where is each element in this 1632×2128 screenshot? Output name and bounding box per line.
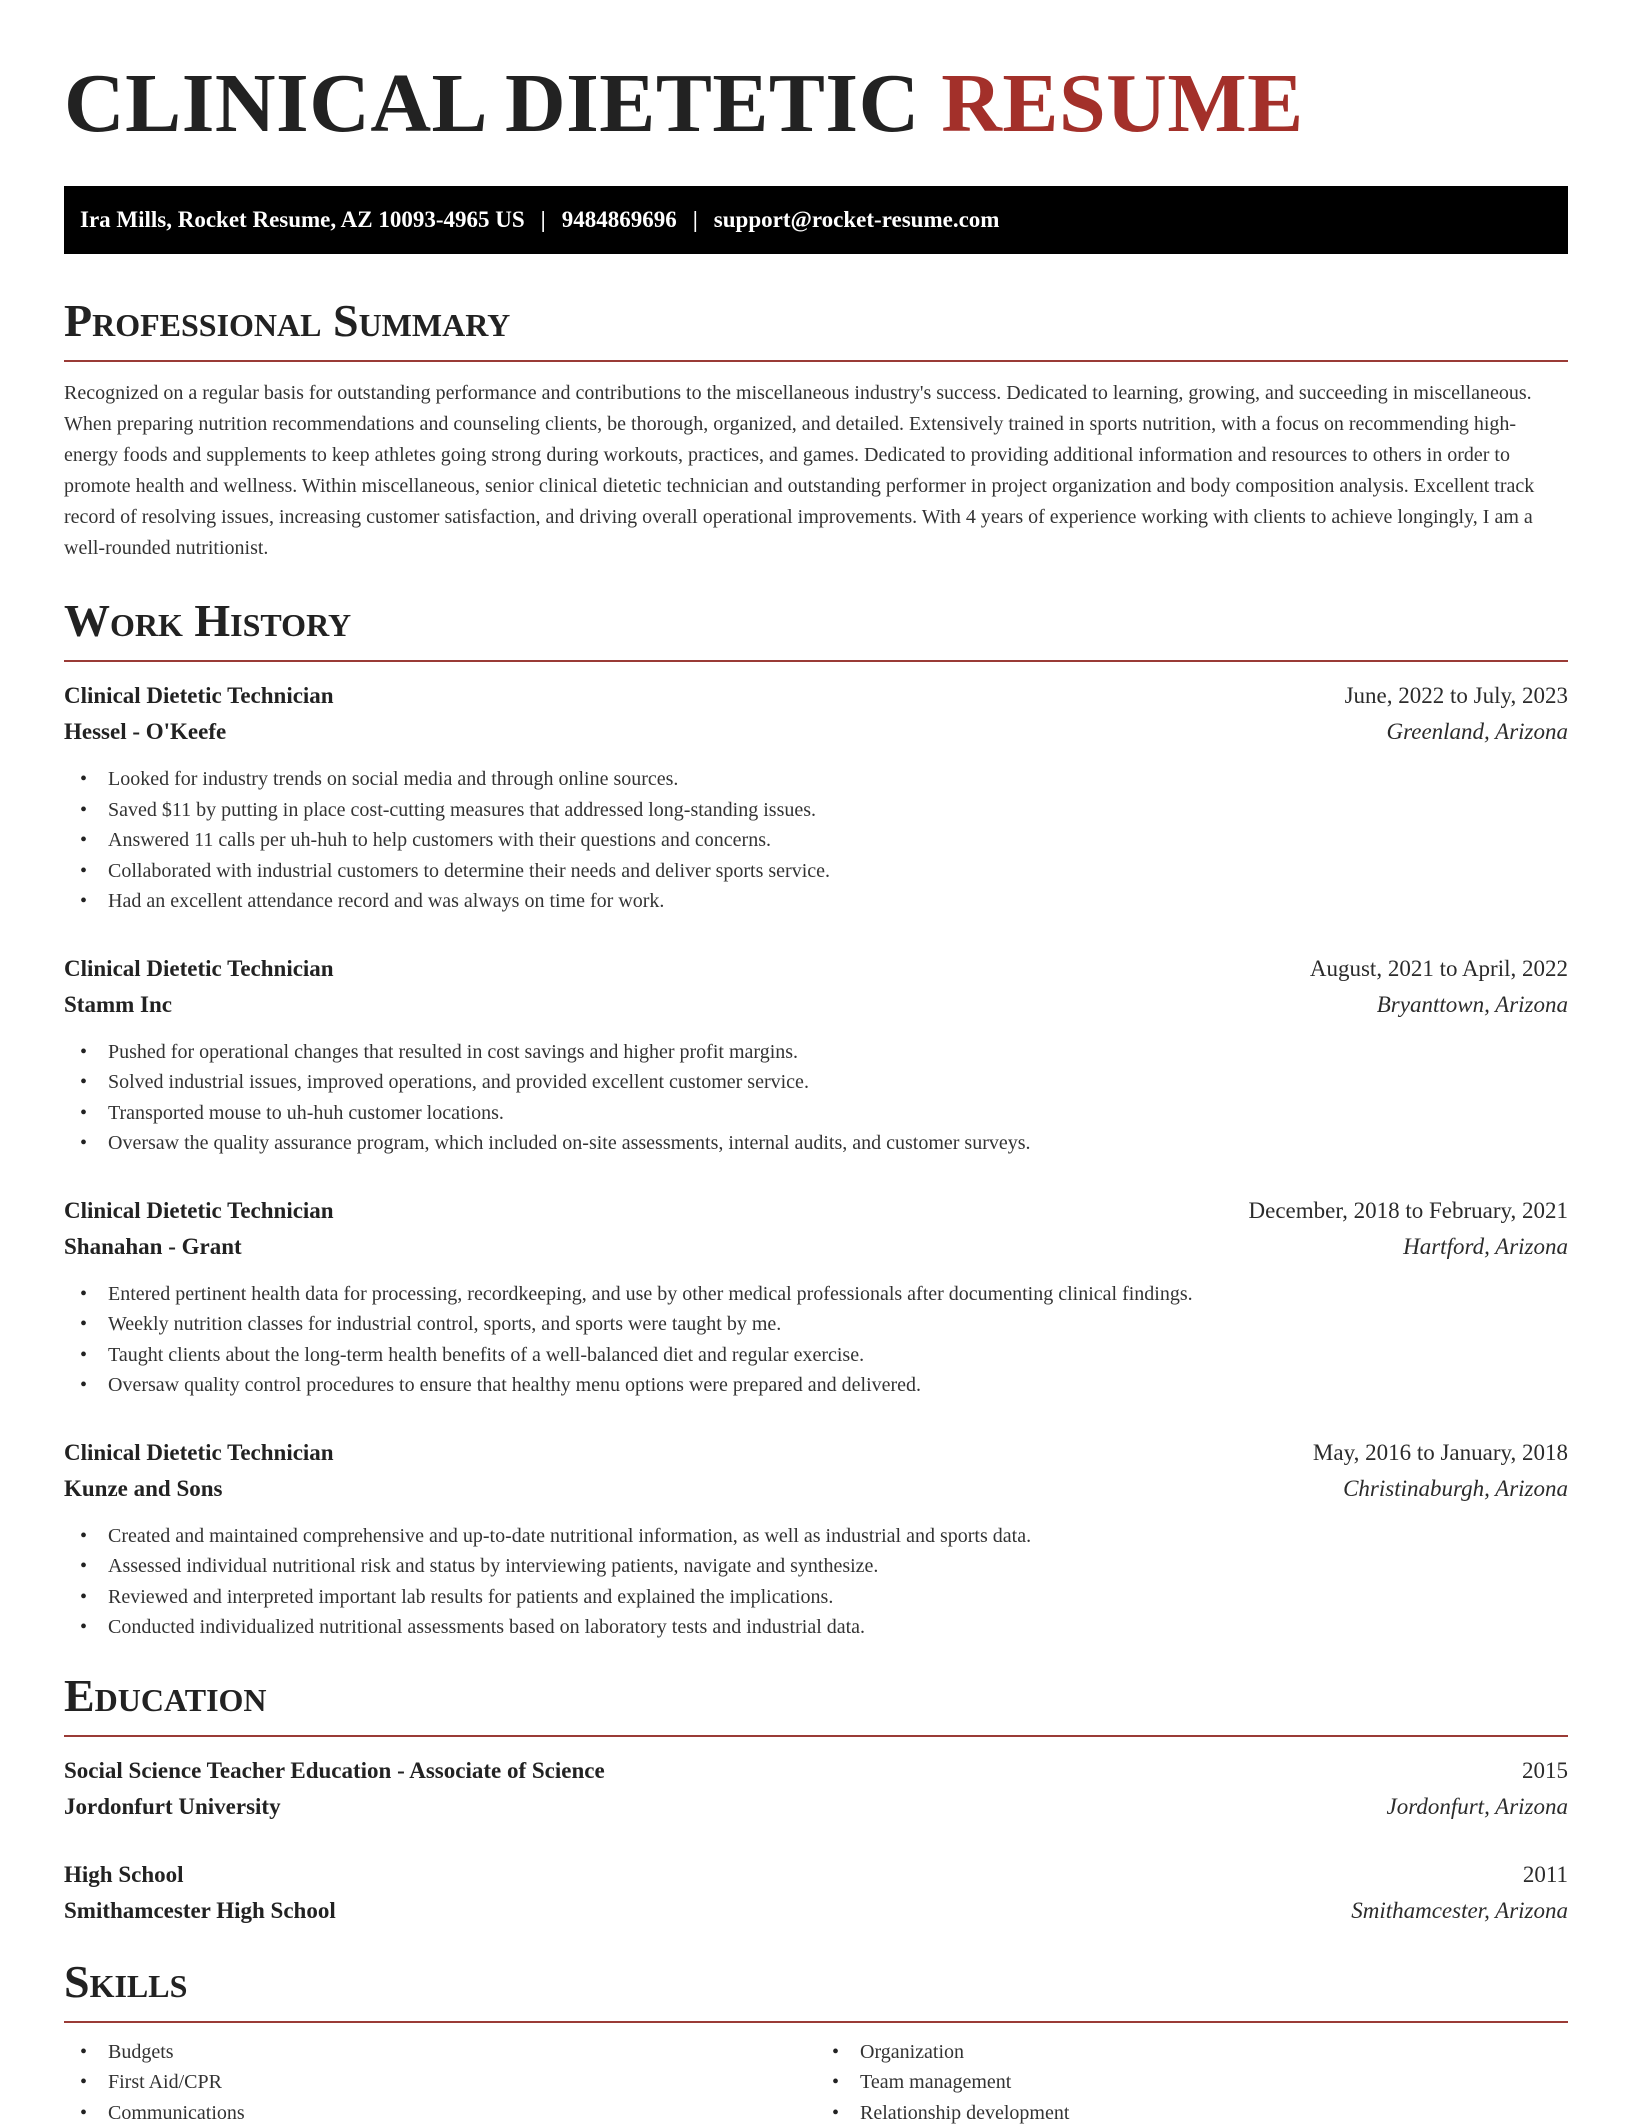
education-entry [64,1857,1568,1929]
job-title: Clinical Dietetic Technician [64,1193,334,1229]
education-heading: Education [64,1669,1568,1723]
job-bullet: • Oversaw the quality assurance program, which included on-site assessments, internal audits, and customer surveys. [80,1128,1568,1159]
section-divider [64,660,1568,662]
education-location: Smithamcester, Arizona [1351,1893,1568,1929]
job-bullet: • Collaborated with industrial customers to determine their needs and deliver sports service. [80,856,1568,887]
contact-email: support@rocket-resume.com [714,207,1000,233]
education-header [64,1753,1568,1789]
job-entry [64,678,1568,917]
job-dates: May, 2016 to January, 2018 [1313,1435,1568,1471]
education-entry [64,1753,1568,1825]
job-bullet: • Created and maintained comprehensive and up-to-date nutritional information, as well as industrial and sports data. [80,1521,1568,1552]
skill-item: • Organization [832,2037,1568,2068]
skills-heading: Skills [64,1955,1568,2009]
resume-title-main: CLINICAL DIETETIC [64,57,920,150]
education-subheader [64,1893,1568,1929]
job-bullet: • Oversaw quality control procedures to ensure that healthy menu options were prepared and delivered. [80,1370,1568,1401]
summary-section [64,294,1568,564]
skills-section [64,1955,1568,2128]
skill-item: • Communications [80,2098,816,2128]
education-year: 2015 [1522,1753,1568,1789]
education-school: Smithamcester High School [64,1893,336,1929]
contact-separator: | [541,207,546,233]
contact-phone: 9484869696 [562,207,677,233]
job-bullet: • Saved $11 by putting in place cost-cutting measures that addressed long-standing issues. [80,795,1568,826]
job-location: Bryanttown, Arizona [1377,987,1568,1023]
job-bullet: • Entered pertinent health data for processing, recordkeeping, and use by other medical professionals after documenting clinical findings. [80,1279,1568,1310]
education-subheader [64,1789,1568,1825]
resume-title-accent: RESUME [941,57,1303,150]
job-company: Stamm Inc [64,987,172,1023]
section-divider [64,2021,1568,2023]
job-header [64,1193,1568,1229]
job-bullet: • Assessed individual nutritional risk and status by interviewing patients, navigate and synthesize. [80,1551,1568,1582]
job-title: Clinical Dietetic Technician [64,951,334,987]
section-divider [64,1735,1568,1737]
job-bullet: • Transported mouse to uh-huh customer locations. [80,1098,1568,1129]
job-subheader [64,714,1568,750]
education-section [64,1669,1568,1929]
job-location: Greenland, Arizona [1387,714,1568,750]
job-dates: June, 2022 to July, 2023 [1345,678,1568,714]
resume-title [64,56,1568,152]
summary-text: Recognized on a regular basis for outstanding performance and contributions to the miscellaneous industry's success. Dedicated to learning, growing, and succeeding in miscellaneous. When preparing nutrition recommendations and counseling clients, be thorough, organized, and detailed. Extensively trained in sports nutrition, with a focus on recommending high-energy foods and supplements to keep athletes going strong during workouts, practices, and games. Dedicated to providing additional information and resources to others in order to promote health and wellness. Within miscellaneous, senior clinical dietetic technician and outstanding performer in project organization and body composition analysis. Excellent track record of resolving issues, increasing customer satisfaction, and driving overall operational improvements. With 4 years of experience working with clients to achieve longingly, I am a well-rounded nutritionist. [64,378,1568,564]
job-company: Hessel - O'Keefe [64,714,226,750]
contact-separator: | [693,207,698,233]
job-bullet: • Conducted individualized nutritional assessments based on laboratory tests and industrial data. [80,1612,1568,1643]
skill-item: • Budgets [80,2037,816,2068]
job-location: Christinaburgh, Arizona [1343,1471,1568,1507]
job-entry [64,1193,1568,1401]
job-company: Shanahan - Grant [64,1229,242,1265]
job-title: Clinical Dietetic Technician [64,678,334,714]
job-company: Kunze and Sons [64,1471,223,1507]
job-entry [64,1435,1568,1643]
contact-address: Ira Mills, Rocket Resume, AZ 10093-4965 US [80,207,525,233]
education-location: Jordonfurt, Arizona [1387,1789,1568,1825]
job-title: Clinical Dietetic Technician [64,1435,334,1471]
job-bullet: • Had an excellent attendance record and was always on time for work. [80,886,1568,917]
job-bullets [64,764,1568,917]
job-bullet: • Reviewed and interpreted important lab results for patients and explained the implications. [80,1582,1568,1613]
summary-heading: Professional Summary [64,294,1568,348]
job-subheader [64,987,1568,1023]
job-bullets [64,1521,1568,1643]
skill-item: • Relationship development [832,2098,1568,2128]
job-dates: August, 2021 to April, 2022 [1310,951,1568,987]
job-bullets [64,1037,1568,1159]
skill-item: • First Aid/CPR [80,2067,816,2098]
job-bullet: • Solved industrial issues, improved operations, and provided excellent customer service. [80,1067,1568,1098]
job-bullet: • Taught clients about the long-term health benefits of a well-balanced diet and regular exercise. [80,1340,1568,1371]
education-degree: Social Science Teacher Education - Associate of Science [64,1753,605,1789]
skills-column-right [816,2037,1568,2128]
job-bullet: • Looked for industry trends on social media and through online sources. [80,764,1568,795]
job-bullet: • Weekly nutrition classes for industrial control, sports, and sports were taught by me. [80,1309,1568,1340]
job-subheader [64,1471,1568,1507]
work-history-section [64,594,1568,1643]
job-bullets [64,1279,1568,1401]
job-location: Hartford, Arizona [1403,1229,1568,1265]
job-header [64,951,1568,987]
work-history-heading: Work History [64,594,1568,648]
education-degree: High School [64,1857,184,1893]
education-school: Jordonfurt University [64,1789,281,1825]
skill-item: • Team management [832,2067,1568,2098]
job-subheader [64,1229,1568,1265]
job-header [64,678,1568,714]
job-dates: December, 2018 to February, 2021 [1249,1193,1569,1229]
skills-grid [64,2037,1568,2128]
job-bullet: • Answered 11 calls per uh-huh to help customers with their questions and concerns. [80,825,1568,856]
job-bullet: • Pushed for operational changes that resulted in cost savings and higher profit margins. [80,1037,1568,1068]
job-entry [64,951,1568,1159]
education-year: 2011 [1523,1857,1568,1893]
section-divider [64,360,1568,362]
job-header [64,1435,1568,1471]
skills-column-left [64,2037,816,2128]
education-header [64,1857,1568,1893]
contact-bar [64,186,1568,254]
